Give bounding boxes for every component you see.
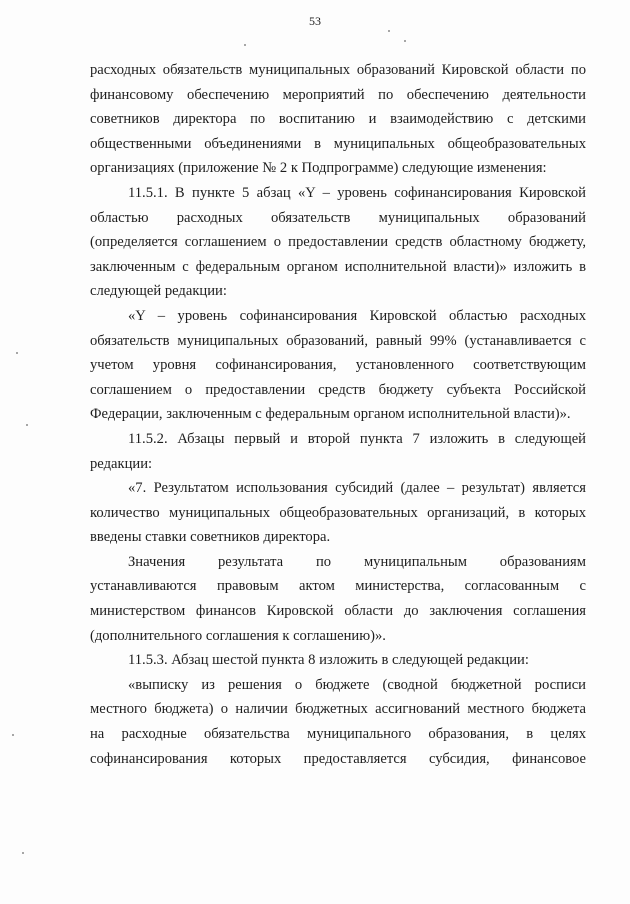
text-line: устанавливаются правовым актом министерства, согласованным с	[90, 578, 586, 595]
text-line: софинансирования которых предоставляется субсидия, финансовое	[90, 750, 586, 767]
text-line: следующей редакции:	[90, 283, 227, 300]
text-line: (дополнительного соглашения к соглашению)».	[90, 627, 386, 644]
text-line: соглашением о предоставлении средств бюджету субъекта Российской	[90, 381, 586, 398]
text-line: областью расходных обязательств муниципальных образований	[90, 209, 586, 226]
text-line: 11.5.1. В пункте 5 абзац «Y – уровень софинансирования Кировской	[128, 184, 586, 201]
text-line: финансовому обеспечению мероприятий по обеспечению деятельности	[90, 86, 586, 103]
text-line: учетом уровня софинансирования, установленного соответствующим	[90, 357, 586, 374]
text-line: советников директора по воспитанию и взаимодействию с детскими	[90, 111, 586, 128]
text-line: «7. Результатом использования субсидий (далее – результат) является	[128, 480, 586, 497]
text-line: 11.5.2. Абзацы первый и второй пункта 7 изложить в следующей	[128, 430, 586, 447]
text-line: заключенным с федеральным органом исполнительной власти)» изложить в	[90, 258, 586, 275]
text-line: «выписку из решения о бюджете (сводной бюджетной росписи	[128, 676, 586, 693]
text-line: «Y – уровень софинансирования Кировской областью расходных	[128, 307, 586, 324]
text-line: введены ставки советников директора.	[90, 529, 331, 546]
text-line: (определяется соглашением о предоставлении средств областному бюджету,	[90, 234, 586, 251]
scan-speck	[244, 44, 246, 46]
text-line: министерством финансов Кировской области до заключения соглашения	[90, 603, 586, 620]
scan-speck	[12, 734, 14, 736]
document-body	[90, 58, 586, 771]
text-line: количество муниципальных общеобразовательных организаций, в которых	[90, 504, 586, 521]
text-line: 11.5.3. Абзац шестой пункта 8 изложить в следующей редакции:	[128, 652, 529, 669]
text-line: на расходные обязательства муниципального образования, в целях	[90, 726, 586, 743]
text-line: редакции:	[90, 455, 153, 472]
text-line: расходных обязательств муниципальных образований Кировской области по	[90, 62, 586, 78]
text-line: местного бюджета) о наличии бюджетных ассигнований местного бюджета	[90, 701, 586, 718]
scan-speck	[26, 424, 28, 426]
text-line: общественными объединениями в муниципальных общеобразовательных	[90, 135, 586, 152]
scan-speck	[388, 30, 390, 32]
scan-speck	[22, 852, 24, 854]
text-line: Значения результата по муниципальным образованиям	[128, 553, 586, 570]
text-line: Федерации, заключенным с федеральным органом исполнительной власти)».	[90, 406, 571, 423]
page-number: 53	[309, 14, 321, 28]
scan-speck	[404, 40, 406, 42]
scan-speck	[16, 352, 18, 354]
text-line: организациях (приложение № 2 к Подпрограмме) следующие изменения:	[90, 160, 547, 177]
text-line: обязательств муниципальных образований, равный 99% (устанавливается с	[90, 332, 586, 349]
